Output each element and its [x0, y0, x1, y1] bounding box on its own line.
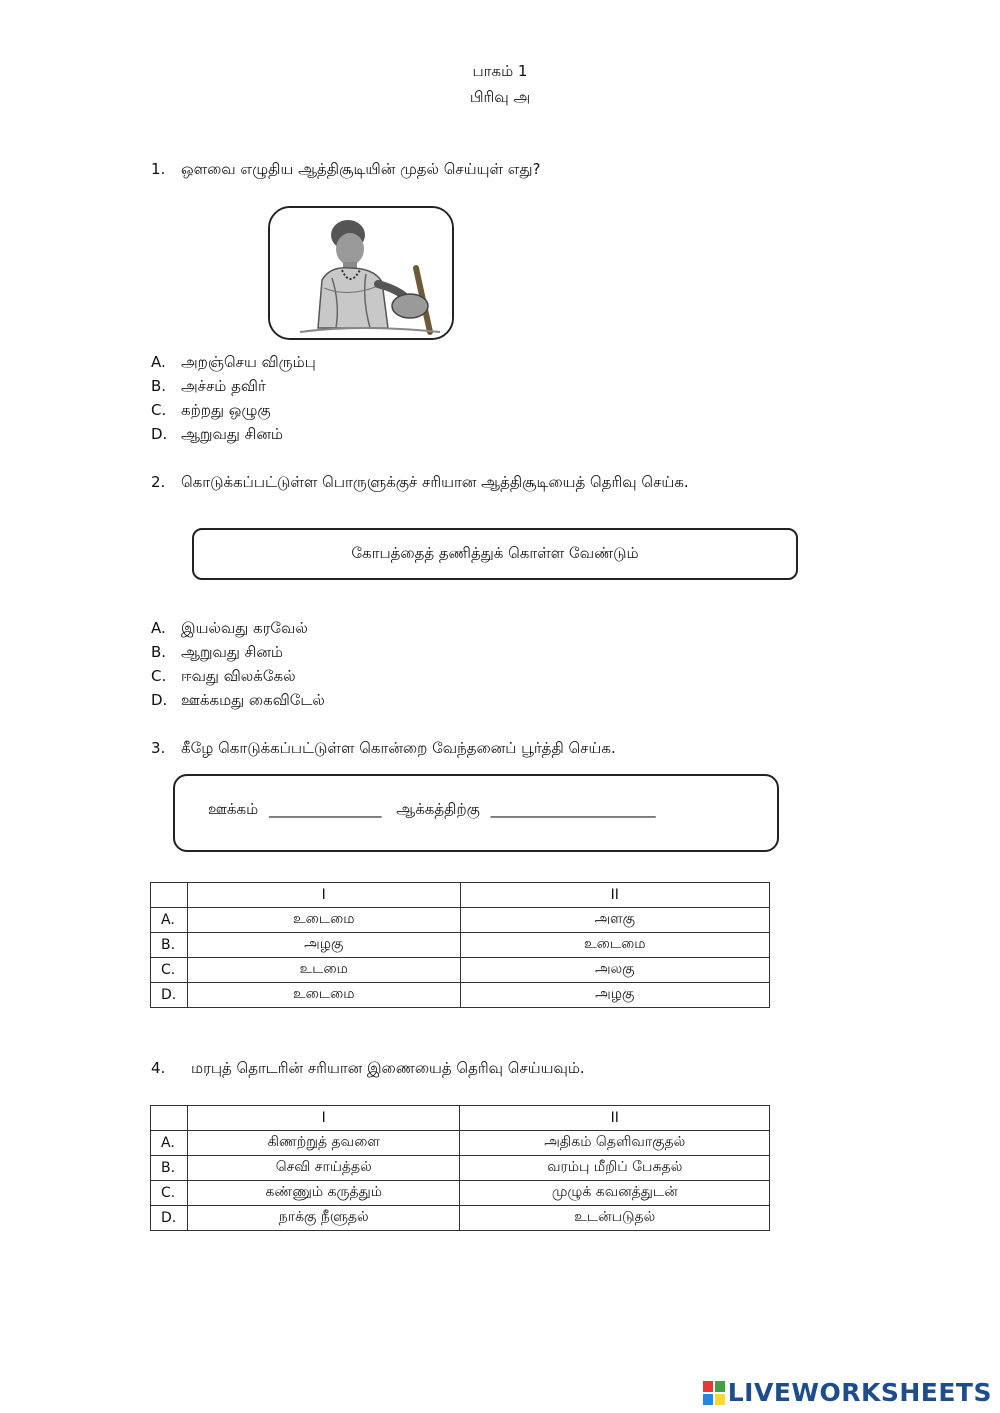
table-header-cell: I [187, 1106, 460, 1131]
q3-fill-box [173, 774, 779, 852]
part-title: பாகம் 1 [472, 62, 528, 80]
avvaiyar-figure-icon [270, 208, 452, 338]
table-row[interactable]: B. செவி சாய்த்தல் வரம்பு மீறிப் பேசுதல் [151, 1156, 770, 1181]
q2-option-a[interactable]: A. இயல்வது கரவேல் [151, 619, 308, 637]
q2-meaning-box [192, 528, 798, 580]
question-3-text: கீழே கொடுக்கப்பட்டுள்ள கொன்றை வேந்தனைப் பூர்த்தி செய்க. [181, 739, 616, 757]
q2-option-c[interactable]: C. ஈவது விலக்கேல் [151, 667, 296, 685]
question-3 [151, 739, 616, 759]
question-2-text: கொடுக்கப்பட்டுள்ள பொருளுக்குச் சரியான ஆத்திசூடியைத் தெரிவு செய்க. [181, 473, 689, 491]
table-header-cell [151, 1106, 188, 1131]
q1-option-b[interactable]: B. அச்சம் தவிர் [151, 377, 266, 395]
liveworksheets-blocks-icon [702, 1380, 726, 1406]
table-row[interactable]: D. உடைமை அழகு [151, 983, 770, 1008]
question-1 [151, 160, 540, 180]
table-header-cell: I [187, 883, 460, 908]
table-header-row [151, 883, 770, 908]
q4-table [150, 1105, 770, 1231]
q3-blank-1[interactable]: _______________ [268, 800, 382, 818]
question-4-text: மரபுத் தொடரின் சரியான இணையைத் தெரிவு செய்யவும். [191, 1059, 585, 1077]
q2-option-b[interactable]: B. ஆறுவது சினம் [151, 643, 284, 661]
logo-text: LIVEWORKSHEETS [727, 1378, 992, 1407]
question-1-text: ஒளவை எழுதிய ஆத்திசூடியின் முதல் செய்யுள் எது? [181, 160, 541, 178]
question-2 [151, 473, 689, 493]
question-4 [151, 1059, 585, 1079]
q1-option-d[interactable]: D. ஆறுவது சினம் [151, 425, 284, 443]
table-header-cell [151, 883, 188, 908]
table-row[interactable]: A. கிணற்றுத் தவளை அதிகம் தெளிவாகுதல் [151, 1131, 770, 1156]
table-row[interactable]: A. உடைமை அளகு [151, 908, 770, 933]
q3-word-1: ஊக்கம் [208, 800, 259, 818]
table-row[interactable]: C. உடமை அலகு [151, 958, 770, 983]
section-title: பிரிவு அ [469, 88, 531, 106]
avvaiyar-portrait [268, 206, 454, 340]
table-row[interactable]: C. கண்ணும் கருத்தும் முழுக் கவனத்துடன் [151, 1181, 770, 1206]
table-row[interactable]: B. அழகு உடைமை [151, 933, 770, 958]
q3-word-2: ஆக்கத்திற்கு [396, 800, 480, 818]
question-3-number: 3. [151, 739, 166, 757]
q2-meaning-text: கோபத்தைத் தணித்துக் கொள்ள வேண்டும் [351, 544, 639, 562]
q1-option-a[interactable]: A. அறஞ்செய விரும்பு [151, 353, 316, 371]
question-1-number: 1. [151, 160, 166, 178]
q3-table [150, 882, 770, 1008]
q1-option-c[interactable]: C. கற்றது ஒழுகு [151, 401, 271, 419]
q3-blank-2[interactable]: ______________________ [490, 800, 656, 818]
table-header-cell: II [460, 1106, 770, 1131]
table-header-row [151, 1106, 770, 1131]
table-row[interactable]: D. நாக்கு நீளுதல் உடன்படுதல் [151, 1206, 770, 1231]
table-header-cell: II [460, 883, 769, 908]
liveworksheets-logo[interactable] [702, 1378, 992, 1407]
question-4-number: 4. [151, 1059, 166, 1077]
question-2-number: 2. [151, 473, 166, 491]
q2-option-d[interactable]: D. ஊக்கமது கைவிடேல் [151, 691, 325, 709]
